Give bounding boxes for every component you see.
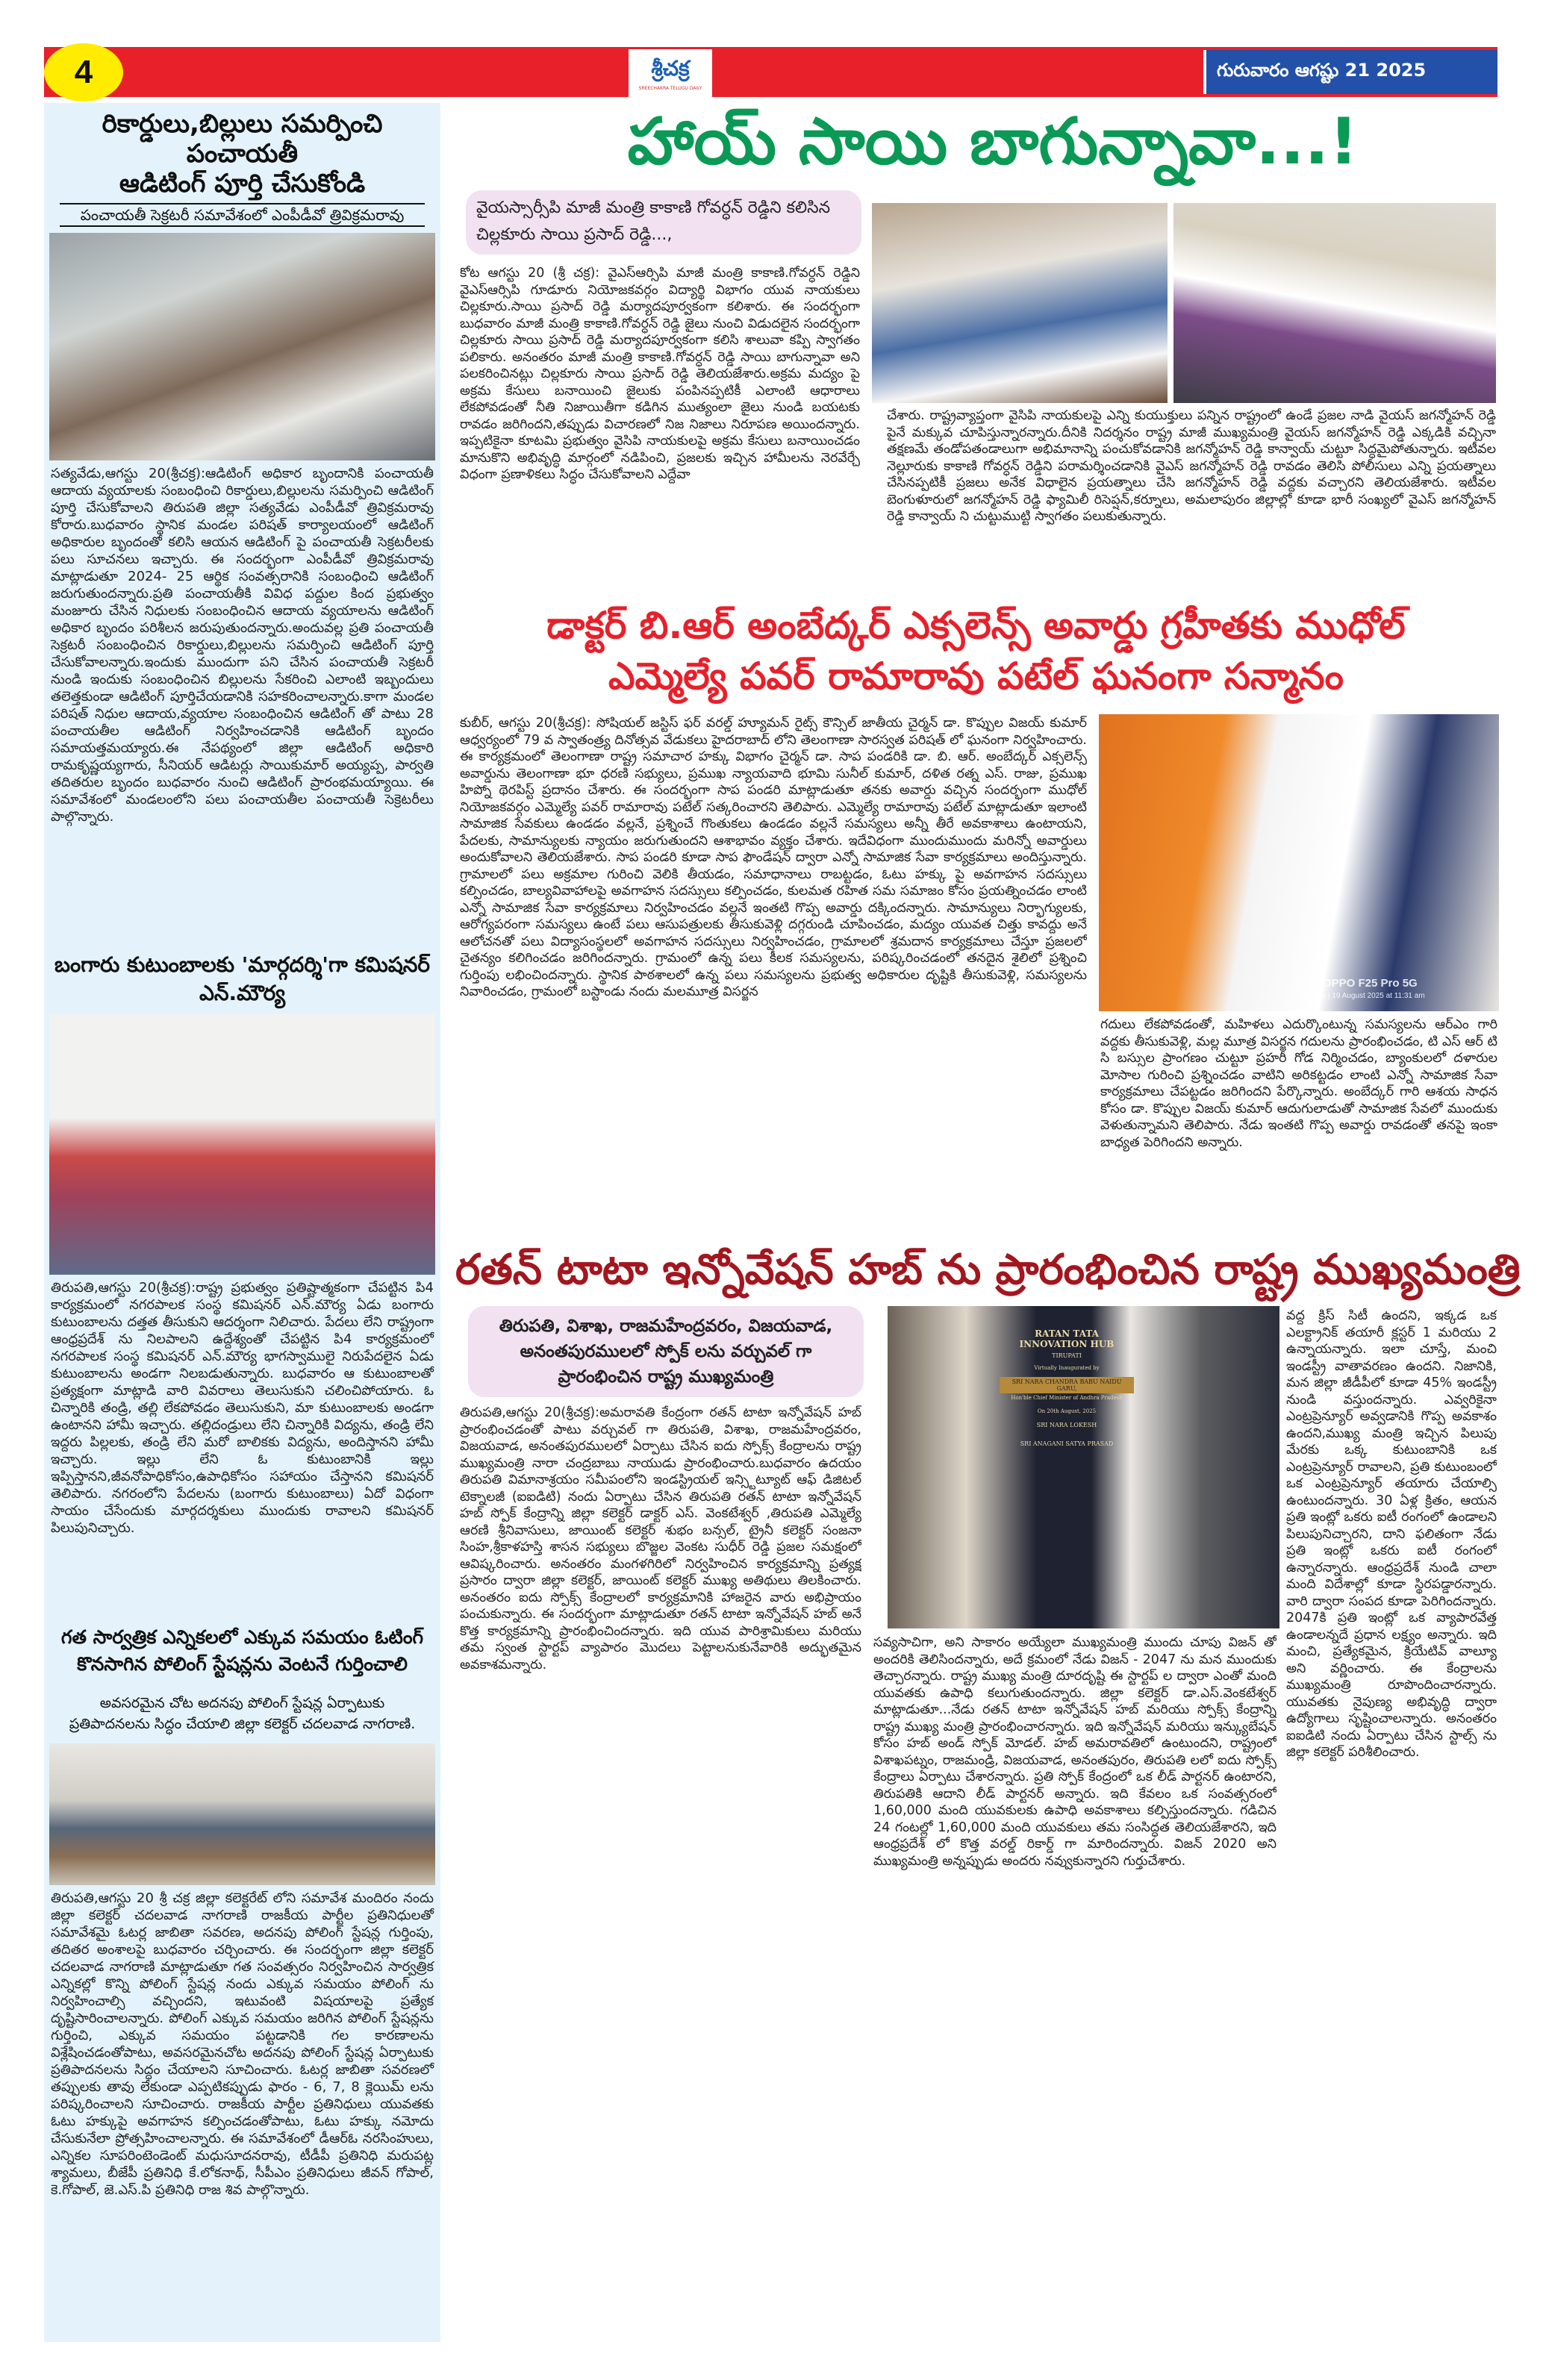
ambedkar-headline-line-1-wrap	[455, 603, 1497, 648]
article-3-headline-line-1: గత సార్వత్రిక ఎన్నికలలో ఎక్కువ సమయం ఓటింగ్	[60, 1626, 424, 1648]
sai-meeting-photo-1	[872, 203, 1168, 403]
article-1-headline-line-1: రికార్డులు,బిల్లులు సమర్పించి పంచాయతీ	[102, 109, 383, 169]
article-3-subhead-line-1: అవసరమైన చోట అదనపు పోలింగ్ స్టేషన్ల ఏర్పాటుకు	[99, 1695, 385, 1711]
page-number-badge: 4	[44, 43, 123, 101]
inauguration-plaque	[1000, 1328, 1134, 1447]
tata-article-body-col-3: వద్ద క్రిస్ సిటీ ఉందని, ఇక్కడ ఒక ఎలక్ట్రానిక్ తయారీ క్లస్టర్ 1 మరియు 2 ఉన్నాయన్నారు. ఇలా చూస్తే, మంచి ఇండస్ట్రీ వాతావరణం ఉందని. నిజానికి, మన జిల్లా జీడీపీలో కూడా 45% ఇండస్ట్రీ నుండి వస్తుందన్నారు. ఎవ్వరికైనా ఎంట్రప్రెన్యూర్ అవ్వడానికి గొప్ప అవకాశం ఉందని,ముఖ్య మంత్రి ఇచ్చిన పిలుపు మేరకు ఒక్క కుటుంబానికి ఒక ఎంట్రప్రెన్యూర్ రావాలని, ప్రతి కుటుంబంలో ఒక ఎంట్రప్రెన్యూర్ తయారు చేయాల్సి ఉంటుందన్నారు. 30 ఏళ్ల క్రితం, ఆయన ప్రతి ఇంట్లో ఒకరు ఐటీ రంగంలో ఉండాలని పిలుపునిచ్చారని, దాని ఫలితంగా నేడు ప్రతి ఇంట్లో ఒకరు ఐటీ రంగంలో ఉన్నారన్నారు. ఆంధ్రప్రదేశ్ నుండి చాలా మంది విదేశాల్లో కూడా స్థిరపడ్డారన్నారు. వారి ద్వారా సంపద కూడా పెరిగిందన్నారు. 2047కి ప్రతి ఇంట్లో ఒక వ్యాపారవేత్త ఉండాలన్నదే ప్రధాన లక్ష్యం అన్నారు. ఇది మంచి, ప్రత్యేకమైన, క్రియేటివ్ వాల్యూ అని వర్ణించారు. ఈ కేంద్రాలను ముఖ్యమంత్రి రూపొందించారన్నారు. యువతకు నైపుణ్య అభివృద్ధి ద్వారా ఉద్యోగాలు సృష్టించాలన్నారు. అనంతరం ఐఐడిటి నందు ఏర్పాటు చేసిన స్టాల్స్ ను జిల్లా కలెక్టర్ పరిశీలించారు.	[1286, 1308, 1497, 1760]
article-1-body: సత్యవేడు,ఆగస్టు 20(శ్రీచక్ర):ఆడిటింగ్ అధికార బృందానికి పంచాయతీ ఆదాయ వ్యయాలకు సంబంధించి రికార్డులు,బిల్లులను సమర్పించి ఆడిటింగ్ పూర్తి చేసుకోవాలని తిరుపతి జిల్లా సత్యవేడు ఎంపీడీవో త్రివిక్రమరావు కోరారు.బుధవారం స్థానిక మండల పరిషత్ కార్యాలయంలో ఆడిటింగ్ అధికారుల బృందంతో కలిసి ఆయన ఆడిటింగ్ పై పంచాయతీ సెక్రటరీలకు పలు సూచనలు ఇచ్చారు. ఈ సందర్భంగా ఎంపీడీవో త్రివిక్రమరావు మాట్లాడుతూ 2024- 25 ఆర్థిక సంవత్సరానికి సంబంధించి ఆడిటింగ్ జరుగుతుందన్నారు.ప్రతి పంచాయతీకి వివిధ పద్దుల కింద ప్రభుత్వం మంజూరు చేసిన నిధులకు సంబంధించిన ఆదాయ వ్యయాలను ఆడిటింగ్ అధికార బృందం పరిశీలన జరుపుతుందన్నారు.అందువల్ల ప్రతి పంచాయతీ సెక్రటరీ సంబంధించిన రికార్డులు,బిల్లులను సమర్పించి ఆడిటింగ్ పూర్తి చేసుకోవాలన్నారు.ఇందుకు ముందుగా పని చేసిన పంచాయతీ సెక్రటరీ నుండి ఇందుకు సంబంధించిన బిల్లులను సేకరించి ఎలాంటి ఇబ్బందులు తలెత్తకుండా ఆడిటింగ్ పూర్తిచేయడానికి సహకరించాలన్నారు.కాగా మండల పరిషత్ నిధుల ఆదాయ,వ్యయాల సంబంధించిన ఆడిటింగ్ తో పాటు 28 పంచాయతీల ఆడిటింగ్ నిర్వహించడానికి ఆడిటింగ్ బృందం సమాయత్తమయ్యారు.ఈ నేపథ్యంలో జిల్లా ఆడిటింగ్ అధికారి రామకృష్ణయ్యగారు, సీనియర్ ఆడిటర్లు సాయికుమార్ అయ్యప్ప, పార్వతి తదితరుల బృందం బుధవారం నుంచి ఆడిటింగ్ ప్రారంభమయ్యాయి. ఈ సమావేశంలో మండలంలోని పలు పంచాయతీల పంచాయతీ సెక్రెటరీలు పాల్గొన్నారు.	[51, 466, 434, 825]
article-2-body: తిరుపతి,ఆగస్టు 20(శ్రీచక్ర):రాష్ట్ర ప్రభుత్వం ప్రతిష్టాత్మకంగా చేపట్టిన పి4 కార్యక్రమంలో నగరపాలక సంస్థ కమిషనర్ ఎన్.మౌర్య ఏడు బంగారు కుటుంబాలను దత్తత తీసుకుని ఆదర్శంగా నిలిచారు. పేదలు లేని రాష్ట్రంగా ఆంధ్రప్రదేశ్ ను నిలపాలని ఉద్దేశ్యంతో చేపట్టిన పి4 కార్యక్రమంలో నగరపాలక సంస్థ కమిషనర్ ఎన్.మౌర్య భాగస్వాములై నిరుపేదలైన ఏడు కుటుంబాలను అండగా నిలబడుతున్నారు. బుధవారం ఆ కుటుంబాలతో ప్రత్యక్షంగా మాట్లాడి వారి వివరాలు తెలుసుకుని చలించిపోయారు. ఓ చిన్నారికి తండ్రి, తల్లి లేకపోవడం తెలుసుకుని, మా కుటుంబాలకు అండగా ఉంటానని హామీ ఇచ్చారు. తల్లిదండ్రులు లేని చిన్నారికి విద్యను, తండ్రి లేని ఇద్దరు పిల్లలకు, తండ్రి లేని మరో బాలికకు విద్యను, అందిస్తానని హామీ ఇచ్చారు. ఇల్లు లేని ఓ కుటుంబానికి ఇల్లు ఇప్పిస్తానని,జీవనోపాధికోసం,ఉపాధికోసం సహాయం చేస్తానని కమిషనర్ తెలిపారు. నగరంలోని పేదలను (బంగారు కుటుంబాలు) ఏదో విధంగా సాయం చేసేందుకు మార్గదర్శకులు ముందుకు రావాలని కమిషనర్ పిలుపునిచ్చారు.	[51, 1280, 434, 1536]
commissioner-family-photo	[49, 1013, 435, 1275]
ambedkar-headline-line-2-wrap	[455, 654, 1497, 699]
sai-article-body-col-1: కోట ఆగస్టు 20 (శ్రీ చక్ర): వైఎస్ఆర్సిపి మాజీ మంత్రి కాకాణి.గోవర్ధన్ రెడ్డిని వైఎస్ఆర్సిపి గూడూరు నియోజకవర్గం విద్యార్థి విభాగం యువ నాయకులు చిల్లకూరు.సాయి ప్రసాద్ రెడ్డి మర్యాదపూర్వకంగా కలిశారు. ఈ సందర్భంగా బుధవారం మాజీ మంత్రి కాకాణి.గోవర్ధన్ రెడ్డి జైలు నుంచి విడుదలైన సందర్భంగా చిల్లకూరు సాయి ప్రసాద్ రెడ్డి మర్యాదపూర్వకంగా కలిసి శాలువా కప్పి స్వాగతం పలికారు. అనంతరం మాజీ మంత్రి కాకాణి.గోవర్ధన్ రెడ్డి సాయి బాగున్నావా అని పలకరించినట్లు చిల్లకూరు సాయి ప్రసాద్ రెడ్డి తెలియజేశారు.అక్రమ మద్యం పై అక్రమ కేసులు బనాయించి జైలుకు పంపినప్పటికీ ఎలాంటి ఆధారాలు లేకపోవడంతో నీతి నిజాయితీగా కడిగిన ముత్యంలా జైలు నుండి బయటకు రావడం జరిగిందని,తప్పుడు విచారణలో నిజ నిజాలు నిరూపణ అయిందన్నారు. ఇప్పటికైనా కూటమి ప్రభుత్వం వైసిపి నాయకులపై అక్రమ కేసులు బనాయించడం మానుకొని అభివృద్ధి మార్గంలో నడిపించి, ప్రజలకు ఇచ్చిన హామీలను నెరవేర్చే విధంగా ప్రణాళికలు సిద్ధం చేసుకోవాలని ఎద్దేవా	[460, 266, 860, 482]
innovation-hub-inauguration-photo	[888, 1306, 1279, 1628]
tata-article-body-col-2: సవ్యసాచిగా, అని సాకారం అయ్యేలా ముఖ్యమంత్రి ముందు చూపు విజన్ తో అందరికి తెలిసిందన్నారు, అదే క్రమంలో నేడు విజన్ - 2047 ను మన ముందుకు తెచ్చారన్నారు. రాష్ట్ర ముఖ్య మంత్రి దూరదృష్టి ఈ స్టార్టప్ ల ద్వారా ఎంతో మంది యువతకు ఉపాధి కలుగుతుందన్నారు. జిల్లా కలెక్టర్ డా.ఎస్.వెంకటేశ్వర్ మాట్లాడుతూ...నేడు రతన్ టాటా ఇన్నోవేషన్ హబ్ మరియు స్పోక్స్ కేంద్రాన్ని రాష్ట్ర ముఖ్య మంత్రి ప్రారంభించారన్నారు. ఇది ఇన్నోవేషన్ మరియు ఇన్క్యుబేషన్ కోసం హబ్ అండ్ స్పోక్ మోడల్. హబ్ అమరావతిలో ఉంటుందని, రాష్ట్రంలో విశాఖపట్నం, రాజమండ్రి, విజయవాడ, అనంతపురం, తిరుపతి లలో ఐదు స్పోక్స్ కేంద్రాలు ఏర్పాటు చేశారన్నారు. ప్రతి స్పోక్ కేంద్రంలో ఒక లీడ్ పార్టనర్ ఉంటారని, తిరుపతికి ఆదాని లీడ్ పార్టనర్ అన్నారు. ఇది కేవలం ఒక సంవత్సరంలో 1,60,000 మంది యువకులకు ఉపాధి అవకాశాలు కల్పిస్తుందన్నారు. గడిచిన 24 గంటల్లో 1,60,000 మంది యువకులు తమ సంసిద్ధత తెలియజేశారని, ఇది ఆంధ్రప్రదేశ్ లో కొత్త వరల్డ్ రికార్డ్ గా మారిందన్నారు. విజన్ 2020 అని ముఖ్యమంత్రి అన్నప్పుడు అందరు నవ్వుకున్నారని గుర్తుచేశారు.	[873, 1635, 1277, 1869]
logo-tagline: SREECHAKRA TELUGU DAILY	[638, 85, 702, 91]
main-headline: హాయ్ సాయి బాగున్నావా...!	[627, 104, 1359, 179]
panchayat-meeting-photo	[49, 233, 435, 460]
ambedkar-headline-line-2: ఎమ్మెల్యే పవర్ రామారావు పటేల్ ఘనంగా సన్మానం	[608, 655, 1344, 698]
plaque-line: SRI NARA CHANDRA BABU NAIDU GARU,	[1000, 1377, 1134, 1393]
plaque-line: Virtually Inaugurated by	[1034, 1365, 1100, 1371]
plaque-line: SRI NARA LOKESH	[1036, 1422, 1097, 1428]
article-2-headline: బంగారు కుటుంబాలకు 'మార్గదర్శి'గా కమిషనర్ ఎన్.మౌర్య	[54, 952, 430, 1005]
newspaper-logo	[629, 49, 712, 97]
divider	[60, 225, 425, 227]
tata-headline-wrap	[455, 1243, 1521, 1297]
tata-article-body-col-1: తిరుపతి,ఆగస్టు 20(శ్రీచక్ర):అమరావతి కేంద్రంగా రతన్ టాటా ఇన్నోవేషన్ హబ్ ప్రారంభించడంతో పాటు వర్చువల్ గా తిరుపతి, విశాఖ, రాజమహేంద్రవరం, విజయవాడ, అనంతపురములలో ఏర్పాటు చేసిన ఐదు స్పోక్స్ కేంద్రాలను రాష్ట్ర ముఖ్యమంత్రి నారా చంద్రబాబు నాయుడు ప్రారంభించారు.బుధవారం ఉదయం తిరుపతి విమానాశ్రయం సమీపంలోని ఇండస్ట్రియల్ ఇన్స్టిట్యూట్ ఆఫ్ డిజిటల్ టెక్నాలజీ (ఐఐడిటి) నందు ఏర్పాటు చేసిన తిరుపతి రతన్ టాటా ఇన్నోవేషన్ హబ్ స్పోక్ కేంద్రాన్ని జిల్లా కలెక్టర్ డాక్టర్ ఎస్. వెంకటేశ్వర్ ,తిరుపతి ఎమ్మెల్యే ఆరణి శ్రీనివాసులు, జాయింట్ కలెక్టర్ శుభం బన్సల్, ట్రైనీ కలెక్టర్ సంజనా సింహ,శ్రీకాళహస్తి శాసన సభ్యులు బొజ్జల వెంకట సుధీర్ రెడ్డి ప్రజల సమక్షంలో ఆవిష్కరించారు. అనంతరం మంగళగిరిలో నిర్వహించిన కార్యక్రమాన్ని ప్రత్యక్ష ప్రసారం ద్వారా జిల్లా కలెక్టర్, జాయింట్ కలెక్టర్ ముఖ్య అతిథులు తిలకించారు. అనంతరం ఐదు స్పోక్స్ కేంద్రాలలో కార్యక్రమానికి హాజరైన వారు అభిప్రాయం పంచుకున్నారు. ఈ సందర్భంగా మాట్లాడుతూ రతన్ టాటా ఇన్నోవేషన్ హబ్ అనే కొత్త కార్యక్రమాన్ని ప్రారంభించిందన్నారు. ఇది యువ పారిశ్రామికులు మరియు తమ స్వంత స్టార్టప్ వ్యాపారం మొదలు పెట్టాలనుకునేవారికి అద్భుతమైన అవకాశమన్నారు.	[460, 1405, 861, 1672]
photo-watermark-location: Bhainsa | 19 August 2025 at 11:31 am	[1299, 992, 1425, 1000]
logo-text: శ్రీచక్ర	[651, 55, 690, 81]
article-3-body: తిరుపతి,ఆగస్టు 20 శ్రీ చక్ర జిల్లా కలెక్టరేట్ లోని సమావేశ మందిరం నందు జిల్లా కలెక్టర్ చదలవాడ నాగరాణి రాజకీయ పార్టీల ప్రతినిధులతో సమావేశమై ఓటర్ల జాబితా సవరణ, అదనపు పోలింగ్ స్టేషన్ల గుర్తింపు, తదితర అంశాలపై బుధవారం చర్చించారు. ఈ సందర్భంగా జిల్లా కలెక్టర్ చదలవాడ నాగరాణి మాట్లాడుతూ గత సంవత్సరం నిర్వహించిన సార్వత్రిక ఎన్నికల్లో కొన్ని పోలింగ్ స్టేషన్ల నందు ఎక్కువ సమయం పోలింగ్ ను నిర్వహించాల్సి వచ్చిందని, ఇటువంటి విషయాలపై ప్రత్యేక దృష్టిసారించాలన్నారు. పోలింగ్ ఎక్కువ సమయం జరిగిన పోలింగ్ స్టేషన్లను గుర్తించి, ఎక్కువ సమయం పట్టడానికి గల కారణాలను విశ్లేషించడంతోపాటు, అవసరమైనచోట అదనపు పోలింగ్ స్టేషన్ల ఏర్పాటుకు ప్రతిపాదనలను సిద్ధం చేయాలని సూచించారు. ఓటర్ల జాబితా సవరణలో తప్పులకు తావు లేకుండా ఎప్పటికప్పుడు ఫారం - 6, 7, 8 క్లెయిమ్ లను పరిష్కరించాలని సూచించారు. రాజకీయ పార్టీల ప్రతినిధులు యువతకు ఓటు హక్కుపై అవగాహన కల్పించడంతోపాటు, ఓటు హక్కు నమోదు చేసుకునేలా ప్రోత్సహించాలన్నారు. ఈ సమావేశంలో డీఆర్ఓ నరసింహులు, ఎన్నికల సూపరింటెండెంట్ మధుసూదనరావు, టీడీపీ ప్రతినిధి మరుపట్ల శ్యామలు, బీజేపీ ప్రతినిధి కే.లోకనాథ్, సీపీఎం ప్రతినిధులు జీవన్ గోపాల్, కె.గోపాల్, జె.ఎస్.పి ప్రతినిధి రాజ శివ పాల్గొన్నారు.	[51, 1890, 434, 2198]
left-column	[44, 103, 440, 2342]
ambedkar-article-body-col-1: కుబీర్, ఆగస్టు 20(శ్రీచక్ర): సోషియల్ జస్టిస్ ఫర్ వరల్డ్ హ్యూమన్ రైట్స్ కౌన్సిల్ జాతీయ చైర్మన్ డా. కొప్పుల విజయ్ కుమార్ ఆధ్వర్యంలో 79 వ స్వాతంత్ర్య దినోత్సవ వేడుకలు హైదరాబాద్ లోని తెలంగాణా సారస్వత పరిషత్ లో ఘనంగా నిర్వహించారు. ఈ కార్యక్రమంలో తెలంగాణా రాష్ట్ర సమాచార హక్కు విభాగం చైర్మన్ డా. సాప పండరికి డా. బి. ఆర్. అంబేద్కర్ ఎక్సలెన్స్ అవార్డును తెలంగాణా భూ ధరణి సభ్యులు, ప్రముఖ న్యాయవాది భూమి సునీల్ కుమార్, దళిత రత్న ఎస్. రాజు, ప్రముఖ హిప్నో థెరపిస్ట్ ప్రదానం చేశారు. ఈ సందర్భంగా సాప పండరి మాట్లాడుతూ తనకు అవార్డు వచ్చిన సందర్భంగా ముధోల్ నియోజకవర్గం ఎమ్మెల్యే పవర్ రామారావు పటేల్ సత్కరించారని తెలిపారు. ఎమ్మెల్యే రామారావు పటేల్ మాట్లాడుతూ ఇలాంటి సామాజిక సేవకులు ఉండడం వల్లనే, ప్రశ్నించే గొంతుకలు ఉండడం వల్లనే సమస్యలు అన్నీ తీరే అవకాశాలు ఉంటాయని, పేదలకు, సామాన్యులకు న్యాయం జరుగుతుందని ఆశాభావం వ్యక్తం చేశారు. ఇదేవిధంగా ముందుముందు మరిన్నో అవార్డులు అందుకోవాలని తెలియజేశారు. సాప పండరి కూడా సాప ఫౌండేషన్ ద్వారా ఎన్నో సామాజిక సేవా కార్యక్రమాలు అందిస్తున్నారు. గ్రామాలలో పలు అక్రమాల గురించి వెలికి తీయడం, సమాధానాలు రాబట్టడం, ఓటు హక్కు పై అవగాహన సదస్సులు కల్పించడం, బాల్యవివాహాలపై అవగాహన సదస్సులు కల్పించడం, కులమత రహిత సమ సమాజం కోసం ప్రయత్నించడం లాంటి ఎన్నో సామాజిక సేవా కార్యక్రమాలు నిర్వహించడం వల్లనే ఇంతటి గొప్ప అవార్డు దక్కిందన్నారు. సామాన్యులు నిర్భాగ్యులకు, ఆరోగ్యపరంగా సమస్యలు ఉంటే పలు ఆసుపత్రులకు తీసుకువెళ్లి దగ్గరుండి చూపించడం, మద్యం యువత చిత్తు కావద్దు అనే ఆలోచనతో పలు విద్యాసంస్థలలో అవగాహన సదస్సులు నిర్వహించడం, గ్రామాలలో శ్రమదాన కార్యక్రమాలు చేస్తూ ప్రజలలో చైతన్యం కలిగించడం జరిగిందన్నారు. గ్రామంలో ఉన్న పలు కీలక సమస్యలను, పరిష్కరించడంలో తనదైన శైలిలో ప్రశ్నించి గుర్తింపు లభించిందన్నారు. స్థానిక పాఠశాలలో ఉన్న పలు సమస్యలను ప్రభుత్వ అధికారుల దృష్టికి తీసుకువెళ్లి, సమస్యలను నివారించడం, గ్రామంలో బస్టాండు నందు మలమూత్ర విసర్జన	[460, 716, 1087, 999]
sai-article-deck: వైయస్సార్సీపి మాజీ మంత్రి కాకాణి గోవర్ధన్ రెడ్డిని కలిసిన చిల్లకూరు సాయి ప్రసాద్ రెడ్డి...,	[466, 190, 861, 254]
article-1	[44, 103, 440, 942]
article-2	[44, 942, 440, 1614]
tata-headline: రతన్ టాటా ఇన్నోవేషన్ హబ్ ను ప్రారంభించిన రాష్ట్ర ముఖ్యమంత్రి	[455, 1246, 1521, 1294]
award-ceremony-photo	[1099, 714, 1499, 1011]
plaque-line: Hon'ble Chief Minister of Andhra Pradesh	[1011, 1395, 1123, 1401]
photo-watermark-device: OPPO F25 Pro 5G	[1323, 977, 1418, 990]
issue-date: గురువారం ఆగష్టు 21 2025	[1203, 50, 1497, 94]
plaque-city: TIRUPATI	[1052, 1352, 1082, 1359]
tata-article-deck: తిరుపతి, విశాఖ, రాజమహేంద్రవరం, విజయవాడ, అనంతపురములలో స్పోక్ లను వర్చువల్ గా ప్రారంభించిన రాష్ట్ర ముఖ్యమంత్రి	[468, 1306, 864, 1397]
article-1-headline-line-2: ఆడిటింగ్ పూర్తి చేసుకోండి	[119, 169, 366, 199]
article-3-subhead-line-2: ప్రతిపాదనలను సిద్ధం చేయాలి జిల్లా కలెక్టర్ చదలవాడ నాగరాణి.	[69, 1716, 416, 1732]
main-headline-wrap	[493, 104, 1493, 179]
sai-article-body-col-2: చేశారు. రాష్ట్రవ్యాప్తంగా వైసిపి నాయకులపై ఎన్ని కుయుక్తులు పన్నిన రాష్ట్రంలో ఉండే ప్రజల నాడి వైయస్ జగన్మోహన్ రెడ్డి పైనే మక్కువ చూపిస్తున్నారన్నారు.దీనికి నిదర్శనం రాష్ట్ర మాజీ ముఖ్యమంత్రి వైయస్ జగన్మోహన్ రెడ్డి ఎక్కడికి వచ్చినా తక్షణమే తండోపతండాలుగా అభిమానాన్ని పంచుకోవడానికి జగన్మోహన్ రెడ్డి కాన్వాయ్ చుట్టూ సిద్ధమైపోతున్నారు. ఇటీవల నెల్లూరుకు కాకాణి గోవర్ధన్ రెడ్డిని పరామర్శించడానికి వైఎస్ జగన్మోహన్ రెడ్డి రావడం తెలిసి పోలీసులు ఎన్ని ప్రయత్నాలు చేసినప్పటికీ ప్రజలు అనేక విధాలైన ప్రయత్నాలు చేసి జగన్మోహన్ రెడ్డి వద్దకు వచ్చారని తెలియజేశారు. ఇటీవల బెంగుళూరులో జగన్మోహన్ రెడ్డి ఫ్యామిలీ రిసెప్షన్,కర్నూలు, అమలాపురం జిల్లాల్లో కూడా భారీ సంఖ్యలో వైఎస్ జగన్మోహన్ రెడ్డి కాన్వాయ్ ని చుట్టుముట్టి స్వాగతం పలుకుతున్నారు.	[887, 408, 1496, 524]
plaque-line: SRI ANAGANI SATYA PRASAD	[1020, 1440, 1114, 1447]
article-3-headline-line-2: కొనసాగిన పోలింగ్ స్టేషన్లను వెంటనే గుర్తించాలి	[77, 1653, 408, 1675]
sai-meeting-photo-2	[1173, 203, 1496, 403]
article-1-subhead: పంచాయతీ సెక్రటరీ సమావేశంలో ఎంపీడీవో త్రివిక్రమరావు	[80, 206, 405, 224]
plaque-line: On 20th August, 2025	[1037, 1408, 1097, 1414]
ambedkar-headline-line-1: డాక్టర్ బి.ఆర్ అంబేద్కర్ ఎక్సలెన్స్ అవార్డు గ్రహీతకు ముధోల్	[546, 604, 1406, 647]
article-3	[44, 1614, 440, 2342]
plaque-title: RATAN TATA INNOVATION HUB	[1019, 1328, 1115, 1349]
ambedkar-article-body-col-2: గదులు లేకపోవడంతో, మహిళలు ఎదుర్కొంటున్న సమస్యలను ఆర్ఎం గారి వద్దకు తీసుకువెళ్లి, మల్ల మూత్ర విసర్జన గదులను ప్రారంభించడం, టి ఎస్ ఆర్ టి సి బస్సుల ప్రాంగణం చుట్టూ ప్రహరీ గోడ నిర్మించడం, బ్యాంకులలో దళారుల మోసాల గురించి ప్రశ్నించడం వాటిని అరికట్టడం లాంటి ఎన్నో సామాజిక సేవా కార్యక్రమాలు చేపట్టడం జరిగిందని పేర్కొన్నారు. అంబేద్కర్ గారి ఆశయ సాధన కోసం డా. కొప్పుల విజయ్ కుమార్ ఆదుగులాడుతో సామాజిక సేవలో ముందుకు వెళుతున్నామని తెలిపారు. నేడు ఇంతటి గొప్ప అవార్డు రావడంతో తనపై ఇంకా బాధ్యత పెరిగిందని అన్నారు.	[1100, 1017, 1497, 1150]
collector-meeting-photo	[49, 1743, 435, 1885]
